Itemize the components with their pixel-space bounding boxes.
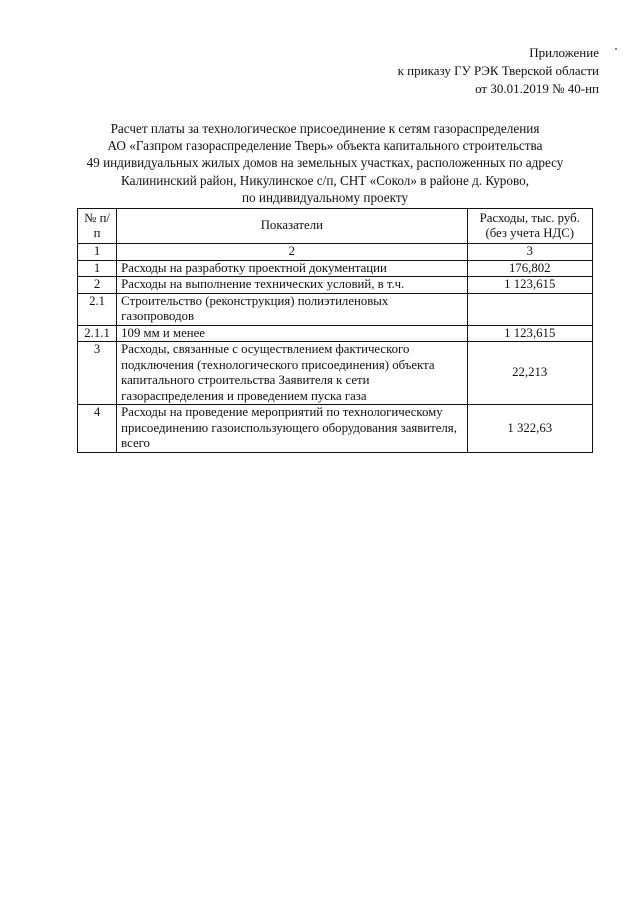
row-name: Расходы на выполнение технических условий, в т.ч. [117,277,467,294]
column-number-1: 1 [78,244,117,261]
column-number-3: 3 [467,244,593,261]
row-value: 1 123,615 [467,277,593,294]
annex-line-2: к приказу ГУ РЭК Тверской области [397,63,599,78]
row-num: 2 [78,277,117,294]
row-name: Расходы, связанные с осуществлением фактического подключения (технологического присоединения) объекта капитального строительства Заявителя к сети газораспределения и проведением пуска газа [117,342,467,405]
calculation-table [77,208,593,453]
row-value: 1 322,63 [467,405,593,453]
table-row [78,325,593,342]
row-num: 2.1 [78,293,117,325]
row-value: 22,213 [467,342,593,405]
table-header-row [78,209,593,244]
row-name: Строительство (реконструкция) полиэтиленовых газопроводов [117,293,467,325]
row-value: 176,802 [467,260,593,277]
row-num: 2.1.1 [78,325,117,342]
annex-line-3: от 30.01.2019 № 40-нп [475,81,599,96]
row-name: 109 мм и менее [117,325,467,342]
row-value [467,293,593,325]
table-row [78,342,593,405]
header-value: Расходы, тыс. руб. (без учета НДС) [467,209,593,244]
column-number-2: 2 [117,244,467,261]
annex-line-1: Приложение [529,45,599,60]
title-line-4: Калининский район, Никулинское с/п, СНТ «Сокол» в районе д. Курово, [120,172,530,188]
title-line-3: 49 индивидуальных жилых домов на земельных участках, расположенных по адресу [86,155,564,171]
row-num: 1 [78,260,117,277]
table-row [78,277,593,294]
row-num: 3 [78,342,117,405]
document-title [60,120,590,206]
table-row [78,293,593,325]
table-row [78,405,593,453]
title-line-1: Расчет платы за технологическое присоединение к сетям газораспределения [110,121,540,136]
header-name: Показатели [117,209,467,244]
table-row [78,260,593,277]
title-line-5: по индивидуальному проекту [241,189,409,205]
row-name: Расходы на проведение мероприятий по технологическому присоединению газоиспользующего оборудования заявителя, всего [117,405,467,453]
table-column-number-row [78,244,593,261]
annex-header [398,44,599,98]
row-name: Расходы на разработку проектной документации [117,260,467,277]
header-num: № п/п [78,209,117,244]
scan-speck [615,48,617,50]
title-line-2: АО «Газпром газораспределение Тверь» объекта капитального строительства [107,138,543,154]
row-num: 4 [78,405,117,453]
row-value: 1 123,615 [467,325,593,342]
